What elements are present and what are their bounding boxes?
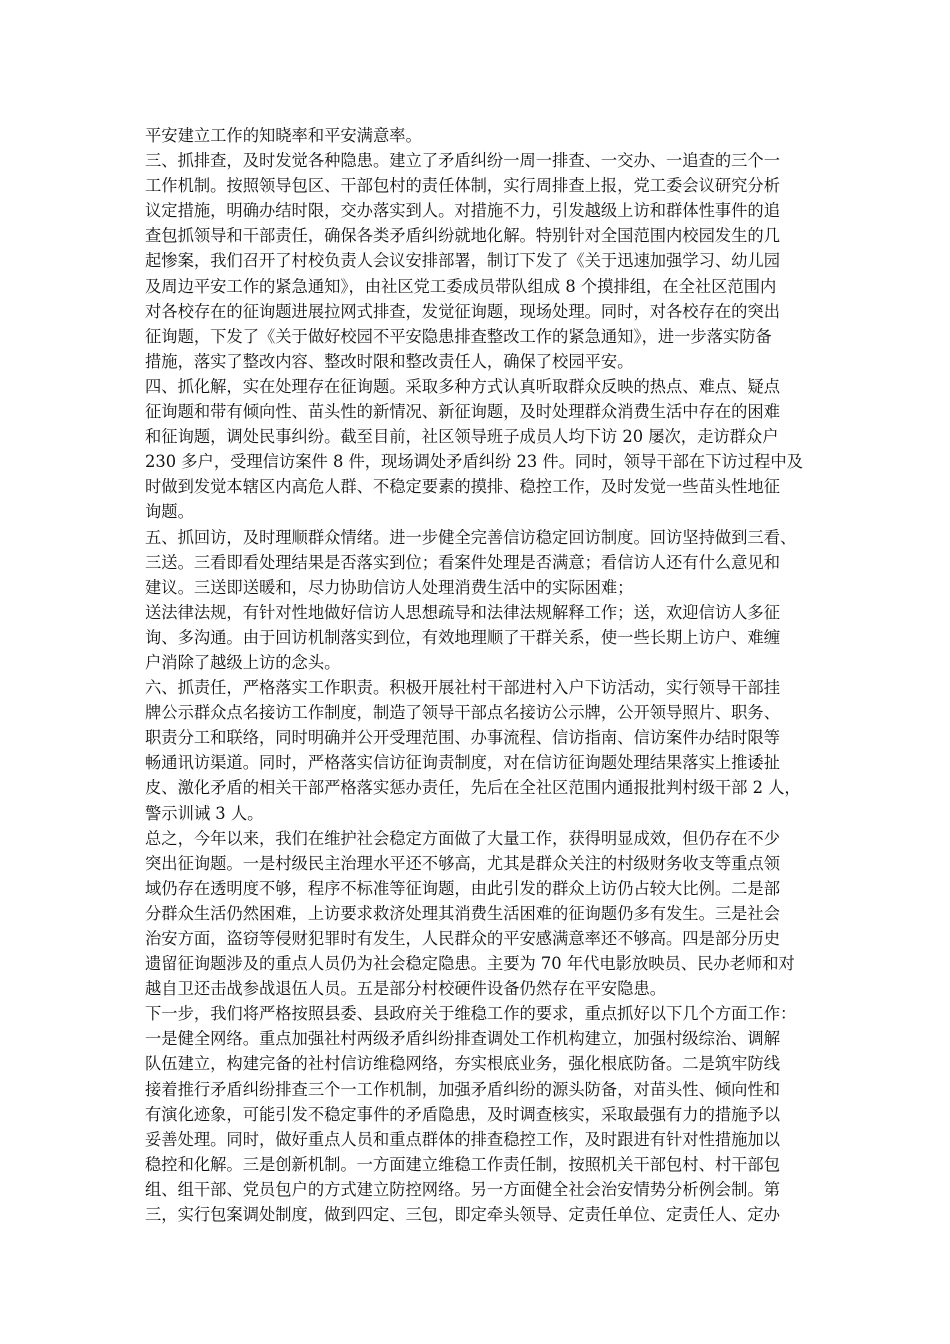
text-line: 队伍建立，构建完备的社村信访维稳网络，夯实根底业务，强化根底防备。二是筑牢防线	[145, 1054, 780, 1074]
text-line: 及周边平安工作的紧急通知》，由社区党工委成员带队组成 8 个摸排组，在全社区范围内	[145, 276, 777, 296]
text-line: 越自卫还击战参战退伍人员。五是部分村校硬件设备仍然存在平安隐患。	[145, 979, 667, 999]
text-line: 组、组干部、党员包户的方式建立防控网络。另一方面健全社会治安情势分析例会制。第	[145, 1179, 780, 1199]
text-line: 三、抓排查，及时发觉各种隐患。建立了矛盾纠纷一周一排查、一交办、一追查的三个一	[145, 151, 780, 171]
text-line: 总之，今年以来，我们在维护社会稳定方面做了大量工作，获得明显成效，但仍存在不少	[145, 828, 780, 848]
text-line: 五、抓回访，及时理顺群众情绪。进一步健全完善信访稳定回访制度。回访坚持做到三看、	[145, 527, 797, 547]
text-line: 查包抓领导和干部责任，确保各类矛盾纠纷就地化解。特别针对全国范围内校园发生的几	[145, 226, 780, 246]
text-line: 三，实行包案调处制度，做到四定、三包，即定牵头领导、定责任单位、定责任人、定办	[145, 1205, 780, 1225]
text-line: 六、抓责任，严格落实工作职责。积极开展社村干部进村入户下访活动，实行领导干部挂	[145, 678, 780, 698]
text-line: 三送。三看即看处理结果是否落实到位；看案件处理是否满意；看信访人还有什么意见和	[145, 552, 780, 572]
text-line: 稳控和化解。三是创新机制。一方面建立维稳工作责任制，按照机关干部包村、村干部包	[145, 1154, 780, 1174]
text-line: 措施，落实了整改内容、整改时限和整改责任人，确保了校园平安。	[145, 351, 634, 371]
text-line: 建议。三送即送暖和，尽力协助信访人处理消费生活中的实际困难；	[145, 577, 634, 597]
text-line: 治安方面，盗窃等侵财犯罪时有发生，人民群众的平安感满意率还不够高。四是部分历史	[145, 929, 780, 948]
text-line: 有演化迹象，可能引发不稳定事件的矛盾隐患，及时调查核实，采取最强有力的措施予以	[145, 1104, 780, 1124]
text-line: 分群众生活仍然困难，上访要求救济处理其消费生活困难的征询题仍多有发生。三是社会	[145, 903, 780, 923]
text-line: 皮、激化矛盾的相关干部严格落实惩办责任，先后在全社区范围内通报批判村级干部 2 人，	[145, 778, 801, 798]
text-line: 送法律法规，有针对性地做好信访人思想疏导和法律法规解释工作；送，欢迎信访人多征	[145, 602, 780, 622]
text-line: 询、多沟通。由于回访机制落实到位，有效地理顺了干群关系，使一些长期上访户、难缠	[145, 627, 780, 647]
text-line: 下一步，我们将严格按照县委、县政府关于维稳工作的要求，重点抓好以下几个方面工作：	[145, 1004, 797, 1024]
text-line: 一是健全网络。重点加强社村两级矛盾纠纷排查调处工作机构建立，加强村级综治、调解	[145, 1029, 780, 1049]
text-line: 询题。	[145, 502, 194, 522]
text-line: 户消除了越级上访的念头。	[145, 652, 341, 672]
text-line: 畅通讯访渠道。同时，严格落实信访征询责制度，对在信访征询题处理结果落实上推诿扯	[145, 753, 780, 773]
text-line: 议定措施，明确办结时限，交办落实到人。对措施不力，引发越级上访和群体性事件的追	[145, 201, 780, 221]
text-line: 职责分工和联络，同时明确并公开受理范围、办事流程、信访指南、信访案件办结时限等	[145, 728, 780, 748]
text-line: 遗留征询题涉及的重点人员仍为社会稳定隐患。主要为 70 年代电影放映员、民办老师和对	[145, 954, 795, 974]
text-line: 工作机制。按照领导包区、干部包村的责任体制，实行周排查上报，党工委会议研究分析	[145, 176, 780, 196]
text-line: 230 多户，受理信访案件 8 件，现场调处矛盾纠纷 23 件。同时，领导干部在下访过程中及	[145, 452, 803, 472]
text-line: 和征询题，调处民事纠纷。截至目前，社区领导班子成员人均下访 20 屡次，走访群众户	[145, 427, 779, 447]
text-line: 征询题和带有倾向性、苗头性的新情况、新征询题，及时处理群众消费生活中存在的困难	[145, 402, 780, 422]
text-line: 平安建立工作的知晓率和平安满意率。	[145, 126, 422, 145]
text-line: 征询题，下发了《关于做好校园不平安隐患排查整改工作的紧急通知》，进一步落实防备	[145, 326, 772, 346]
text-line: 突出征询题。一是村级民主治理水平还不够高，尤其是群众关注的村级财务收支等重点领	[145, 853, 780, 873]
text-line: 域仍存在透明度不够，程序不标准等征询题，由此引发的群众上访仍占较大比例。二是部	[145, 878, 780, 898]
text-line: 警示训诫 3 人。	[145, 803, 264, 823]
text-line: 牌公示群众点名接访工作制度，制造了领导干部点名接访公示牌，公开领导照片、职务、	[145, 703, 780, 723]
text-line: 起惨案，我们召开了村校负责人会议安排部署，制订下发了《关于迅速加强学习、幼儿园	[145, 251, 780, 271]
text-line: 四、抓化解，实在处理存在征询题。采取多种方式认真听取群众反映的热点、难点、疑点	[145, 376, 780, 396]
document-body	[145, 123, 820, 1227]
text-line: 对各校存在的征询题进展拉网式排查，发觉征询题，现场处理。同时，对各校存在的突出	[145, 301, 780, 321]
text-line: 时做到发觉本辖区内高危人群、不稳定要素的摸排、稳控工作，及时发觉一些苗头性地征	[145, 477, 780, 497]
text-line: 接着推行矛盾纠纷排查三个一工作机制，加强矛盾纠纷的源头防备，对苗头性、倾向性和	[145, 1079, 780, 1099]
text-line: 妥善处理。同时，做好重点人员和重点群体的排查稳控工作，及时跟进有针对性措施加以	[145, 1129, 780, 1149]
